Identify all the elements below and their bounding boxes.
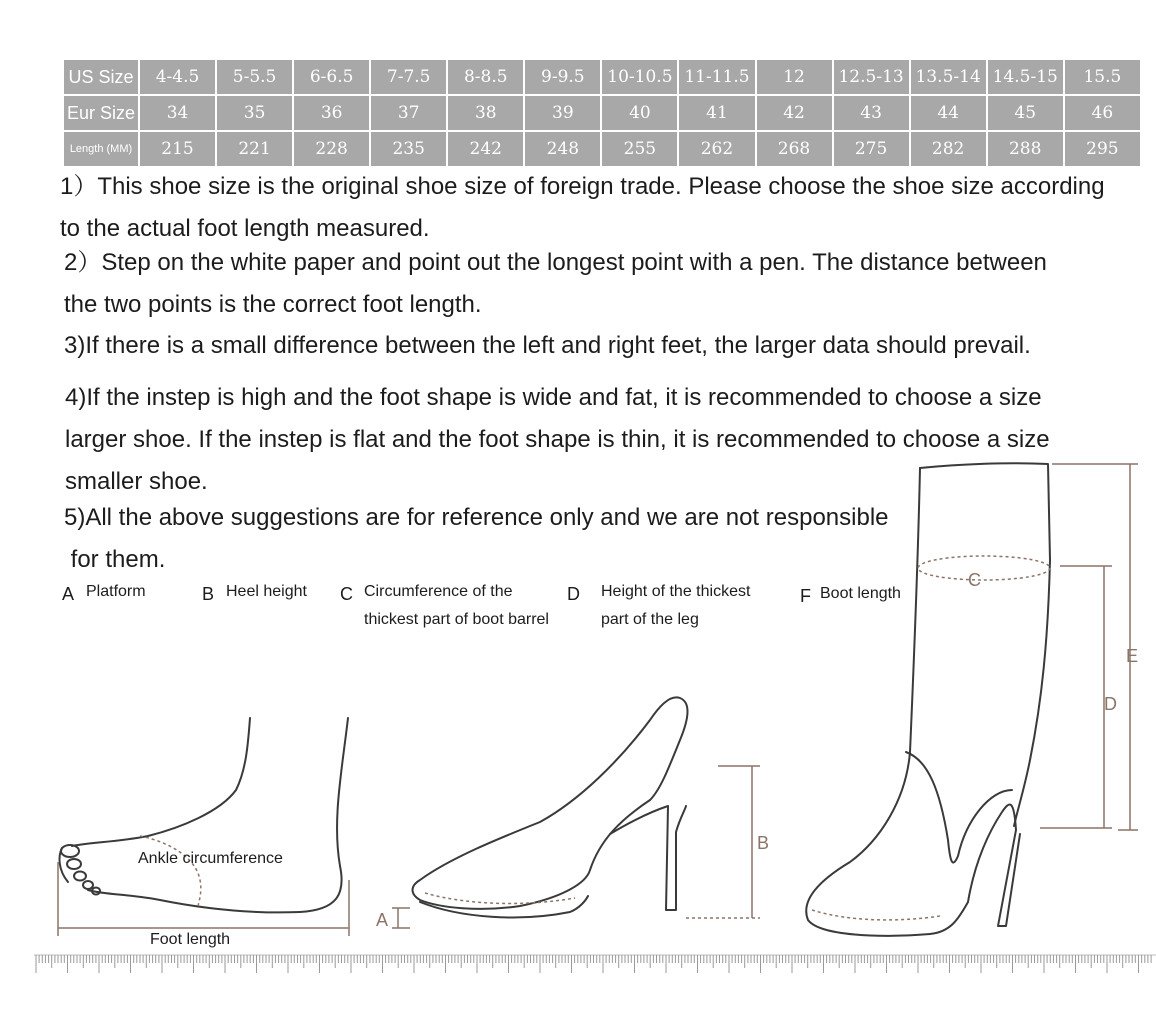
length-cell: 288 [988,132,1063,166]
us-size-cell: 15.5 [1065,60,1140,94]
length-cell: 268 [757,132,832,166]
eur-size-cell: 40 [602,96,677,130]
pump-drawing [413,697,688,917]
eur-size-cell: 46 [1065,96,1140,130]
length-cell: 235 [371,132,446,166]
legend-text: Circumference of the [364,583,513,600]
legend-letter: F [800,586,811,606]
instruction-5-line-2: for them. [64,546,166,573]
us-size-cell: 13.5-14 [911,60,986,94]
length-cell: 255 [602,132,677,166]
us-size-cell: 12 [757,60,832,94]
legend-letter: D [567,584,580,604]
length-cell: 242 [448,132,523,166]
eur-size-cell: 36 [294,96,369,130]
eur-size-cell: 44 [911,96,986,130]
legend-letter: A [62,584,75,604]
eur-size-cell: 34 [140,96,215,130]
eur-size-cell: 35 [217,96,292,130]
legend-letter: B [202,584,215,604]
eur-size-cell: 37 [371,96,446,130]
boot-drawing [806,463,1050,936]
instruction-1-line-1: 1）This shoe size is the original shoe size of foreign trade. Please choose the shoe size according [60,173,1105,200]
eur-size-cell: 41 [679,96,754,130]
boot-sole-highlight [812,910,940,920]
instruction-2-line-1: 2）Step on the white paper and point out the longest point with a pen. The distance between [64,249,1047,276]
legend-text: Boot length [820,585,901,602]
length-cell: 275 [834,132,909,166]
legend-text: thickest part of boot barrel [364,611,549,628]
us-size-cell: 11-11.5 [679,60,754,94]
instruction-3-line-1: 3)If there is a small difference between the left and right feet, the larger data should prevail. [64,332,1031,359]
us-size-cell: 6-6.5 [294,60,369,94]
eur-size-cell: 45 [988,96,1063,130]
us-size-cell: 7-7.5 [371,60,446,94]
eur-size-header: Eur Size [64,96,138,130]
platform-dimension [392,908,410,928]
us-size-cell: 5-5.5 [217,60,292,94]
foot-length-dimension [58,862,349,936]
legend-letter: C [340,584,353,604]
instruction-1-line-2: to the actual foot length measured. [60,215,430,242]
dimension-d-label: D [1104,694,1117,714]
eur-size-cell: 42 [757,96,832,130]
length-header: Length (MM) [64,132,138,166]
instruction-2-line-2: the two points is the correct foot length. [64,291,482,318]
eur-size-cell: 43 [834,96,909,130]
dimension-b-label: B [757,833,770,853]
foot-drawing [60,718,348,912]
length-cell: 248 [525,132,600,166]
us-size-cell: 12.5-13 [834,60,909,94]
foot-length-label: Foot length [150,931,231,948]
length-cell: 295 [1065,132,1140,166]
us-size-cell: 4-4.5 [140,60,215,94]
ankle-circumference-line [140,836,201,906]
ankle-circumference-label: Ankle circumference [138,850,283,867]
instruction-4-line-2: larger shoe. If the instep is flat and the foot shape is thin, it is recommended to choose a size [65,426,1050,453]
legend-text: Height of the thickest [601,583,751,600]
legend-text: part of the leg [601,611,699,628]
eur-size-cell: 38 [448,96,523,130]
eur-size-cell: 39 [525,96,600,130]
instruction-4-line-1: 4)If the instep is high and the foot shape is wide and fat, it is recommended to choose a size [65,384,1042,411]
length-cell: 262 [679,132,754,166]
length-cell: 215 [140,132,215,166]
us-size-cell: 14.5-15 [988,60,1063,94]
dimension-a-label: A [376,910,389,930]
us-size-header: US Size [64,60,138,94]
ruler [34,955,1156,973]
us-size-cell: 10-10.5 [602,60,677,94]
instruction-4-line-3: smaller shoe. [65,468,208,495]
dimension-c-label: C [968,570,981,590]
legend-text: Heel height [226,583,307,600]
us-size-cell: 9-9.5 [525,60,600,94]
barrel-circumference-line [918,556,1050,580]
legend-text: Platform [86,583,146,600]
us-size-cell: 8-8.5 [448,60,523,94]
heel-height-dimension [686,766,760,918]
length-cell: 282 [911,132,986,166]
length-cell: 228 [294,132,369,166]
dimension-e-label: E [1126,646,1139,666]
instruction-5-line-1: 5)All the above suggestions are for reference only and we are not responsible [64,504,889,531]
leg-height-dimension [1040,566,1112,828]
length-cell: 221 [217,132,292,166]
